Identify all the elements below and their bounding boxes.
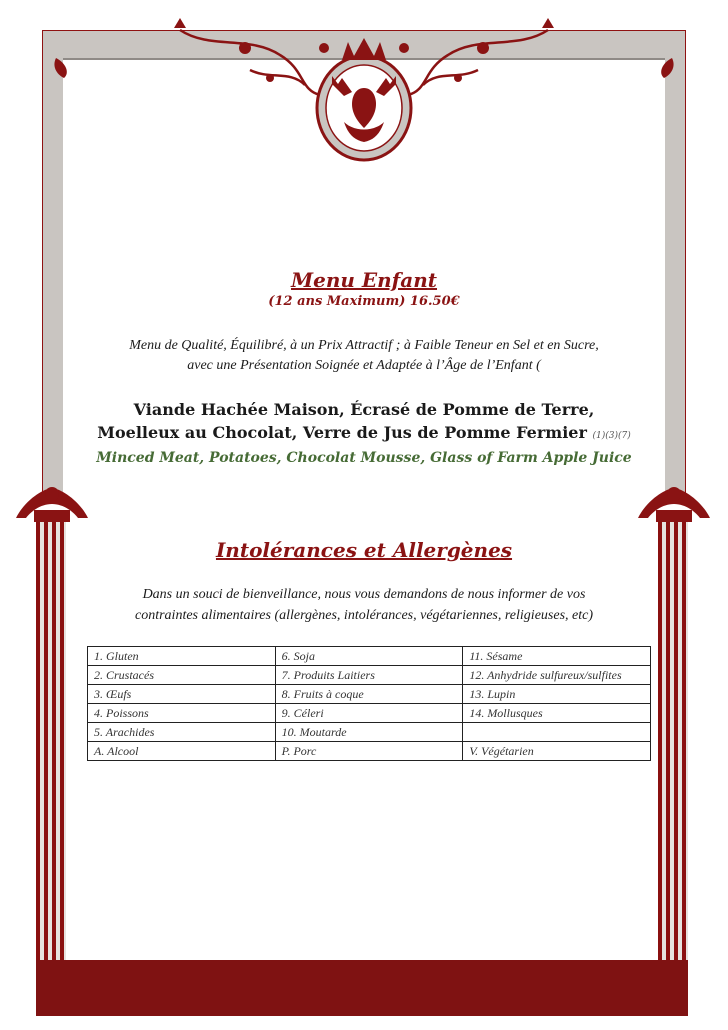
- allergen-note-line: Dans un souci de bienveillance, nous vous demandons de nous informer de vos: [142, 587, 586, 602]
- table-row: [88, 742, 651, 761]
- table-cell: 1. Gluten: [88, 647, 276, 666]
- table-cell: 14. Mollusques: [463, 704, 651, 723]
- table-cell: V. Végétarien: [463, 742, 651, 761]
- dish-description: [70, 398, 658, 448]
- table-cell: 8. Fruits à coque: [275, 685, 463, 704]
- allergen-table: [87, 646, 651, 761]
- dish-line: [70, 421, 658, 448]
- allergen-note-line: contraintes alimentaires (allergènes, intolérances, végétariennes, religieuses, etc): [135, 608, 593, 623]
- menu-title: Menu Enfant: [290, 268, 438, 292]
- dish-english: Minced Meat, Potatoes, Chocolat Mousse, Glass of Farm Apple Juice: [96, 450, 632, 466]
- table-cell: 11. Sésame: [463, 647, 651, 666]
- column-capital-right: [638, 487, 710, 522]
- table-row: [88, 647, 651, 666]
- table-cell: 9. Céleri: [275, 704, 463, 723]
- table-row: [88, 704, 651, 723]
- allergen-codes: (1)(3)(7): [592, 431, 631, 441]
- table-row: [88, 666, 651, 685]
- table-row: [88, 685, 651, 704]
- table-cell: 10. Moutarde: [275, 723, 463, 742]
- bottom-band: [36, 960, 688, 1016]
- table-cell: A. Alcool: [88, 742, 276, 761]
- dish-line-text: Moelleux au Chocolat, Verre de Jus de Pomme Fermier: [97, 423, 587, 442]
- menu-intro-line: Menu de Qualité, Équilibré, à un Prix Attractif ; à Faible Teneur en Sel et en Sucre,: [129, 338, 599, 353]
- table-cell: 2. Crustacés: [88, 666, 276, 685]
- table-cell: P. Porc: [275, 742, 463, 761]
- table-cell: 6. Soja: [275, 647, 463, 666]
- menu-intro: [70, 336, 658, 376]
- allergen-title: Intolérances et Allergènes: [215, 538, 513, 562]
- striped-column-left: [36, 522, 66, 962]
- table-cell: 5. Arachides: [88, 723, 276, 742]
- column-capital-left: [16, 487, 88, 522]
- dish-line: Viande Hachée Maison, Écrasé de Pomme de Terre,: [133, 400, 595, 419]
- striped-column-right: [658, 522, 688, 962]
- menu-intro-line: avec une Présentation Soignée et Adaptée à l’Âge de l’Enfant (: [187, 358, 541, 373]
- table-cell: 7. Produits Laitiers: [275, 666, 463, 685]
- table-cell: 4. Poissons: [88, 704, 276, 723]
- menu-price-subtitle: (12 ans Maximum) 16.50€: [268, 294, 460, 309]
- table-cell: 13. Lupin: [463, 685, 651, 704]
- table-cell: [463, 723, 651, 742]
- table-cell: 12. Anhydride sulfureux/sulfites: [463, 666, 651, 685]
- table-row: [88, 723, 651, 742]
- table-cell: 3. Œufs: [88, 685, 276, 704]
- allergen-note: [70, 584, 658, 626]
